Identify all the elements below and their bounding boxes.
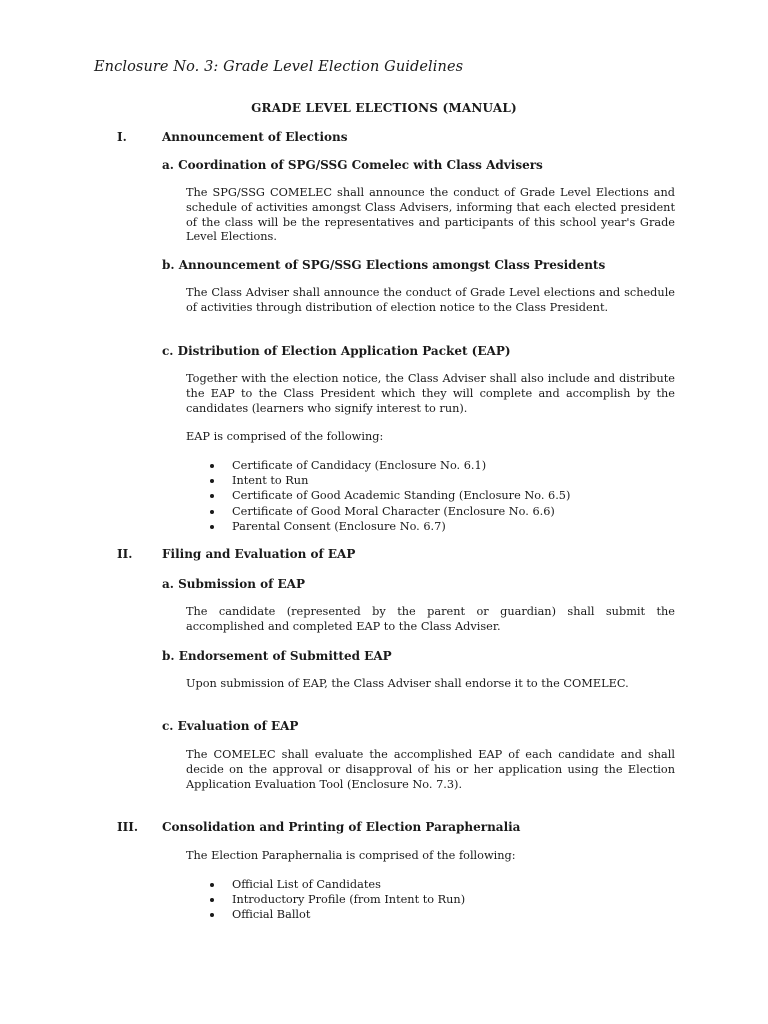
list-item: Certificate of Good Moral Character (Enclosure No. 6.6) xyxy=(186,504,570,519)
subsection-heading: b. Endorsement of Submitted EAP xyxy=(162,649,392,663)
paragraph: The Class Adviser shall announce the conduct of Grade Level elections and schedule of activities through distribution of election notice to the Class President. xyxy=(186,286,675,314)
subsection-heading: a. Coordination of SPG/SSG Comelec with Class Advisers xyxy=(162,158,543,172)
list-item: Parental Consent (Enclosure No. 6.7) xyxy=(186,519,570,534)
list-item: Intent to Run xyxy=(186,473,570,488)
subsection-heading: c. Distribution of Election Application Packet (EAP) xyxy=(162,344,511,358)
paragraph: The SPG/SSG COMELEC shall announce the conduct of Grade Level Elections and schedule of activities amongst Class Advisers, informing that each elected president of the class will be the representatives and participants of this school year's Grade Level Elections. xyxy=(186,186,675,244)
paraphernalia-list xyxy=(186,877,465,923)
enclosure-title: Enclosure No. 3: Grade Level Election Guidelines xyxy=(94,59,464,75)
list-item: Introductory Profile (from Intent to Run) xyxy=(186,892,465,907)
list-item: Official Ballot xyxy=(186,907,465,922)
section-numeral: I. xyxy=(117,130,127,144)
section-numeral: II. xyxy=(117,547,133,561)
paragraph: Together with the election notice, the Class Adviser shall also include and distribute the EAP to the Class President which they will complete and accomplish by the candidates (learners who signify interest to run). xyxy=(186,372,675,415)
subsection-heading: c. Evaluation of EAP xyxy=(162,719,299,733)
paragraph: Upon submission of EAP, the Class Adviser shall endorse it to the COMELEC. xyxy=(186,677,629,690)
paragraph: The COMELEC shall evaluate the accomplished EAP of each candidate and shall decide on the approval or disapproval of his or her application using the Election Application Evaluation Tool (Enclosure No. 7.3). xyxy=(186,748,675,791)
list-intro: EAP is comprised of the following: xyxy=(186,430,384,443)
paragraph: The candidate (represented by the parent or guardian) shall submit the accomplished and completed EAP to the Class Adviser. xyxy=(186,605,675,633)
list-item: Certificate of Good Academic Standing (Enclosure No. 6.5) xyxy=(186,488,570,503)
section-heading: Announcement of Elections xyxy=(162,130,348,144)
section-heading: Consolidation and Printing of Election Paraphernalia xyxy=(162,820,521,834)
section-heading: Filing and Evaluation of EAP xyxy=(162,547,356,561)
subsection-heading: b. Announcement of SPG/SSG Elections amongst Class Presidents xyxy=(162,258,606,272)
list-intro: The Election Paraphernalia is comprised of the following: xyxy=(186,849,516,862)
document-title: GRADE LEVEL ELECTIONS (MANUAL) xyxy=(251,101,517,115)
section-numeral: III. xyxy=(117,820,139,834)
subsection-heading: a. Submission of EAP xyxy=(162,577,305,591)
list-item: Certificate of Candidacy (Enclosure No. 6.1) xyxy=(186,458,570,473)
list-item: Official List of Candidates xyxy=(186,877,465,892)
eap-list xyxy=(186,458,570,534)
